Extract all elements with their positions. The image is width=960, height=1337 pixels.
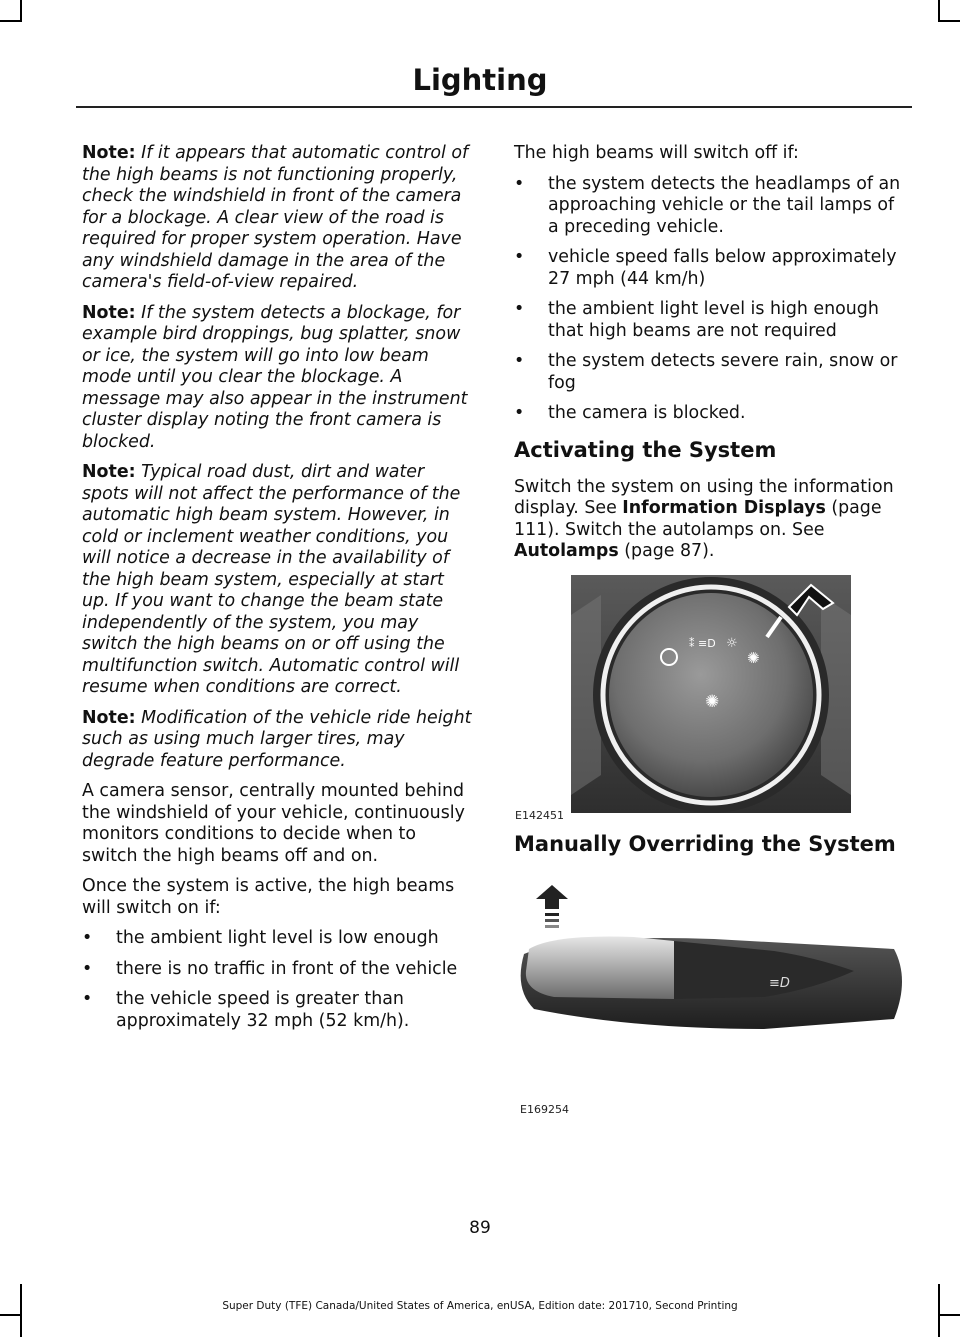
svg-text:☼: ☼	[726, 635, 738, 651]
list-item: • the ambient light level is high enough that high beams are not required	[514, 299, 879, 341]
figure-code: E169254	[520, 1102, 569, 1116]
high-beam-on-list	[82, 928, 476, 1032]
note-2	[82, 303, 476, 454]
high-beam-on-intro: Once the system is active, the high beams will switch on if:	[82, 876, 455, 918]
svg-text:≡D: ≡D	[769, 975, 790, 991]
headlamp-switch-figure	[514, 575, 910, 827]
note-text: If it appears that automatic control of the high beams is not functioning properly, check the windshield in front of the camera for a blockage. A clear view of the road is required for proper system operation. Have any windshield damage in the area of the camera's field-of-view repaired.	[82, 143, 469, 292]
arrow-up-icon	[536, 885, 568, 909]
crop-mark	[0, 1314, 22, 1316]
bullet-icon: •	[514, 299, 525, 319]
list-item: • the ambient light level is low enough	[82, 928, 439, 948]
note-label: Note:	[82, 143, 136, 163]
svg-text:✺: ✺	[747, 648, 760, 667]
activate-paragraph: Switch the system on using the information display. See Information Displays (page 111). Switch the autolamps on. See Autolamps (page 87).	[514, 476, 894, 561]
crop-mark	[0, 20, 22, 22]
crop-mark	[20, 0, 22, 22]
autolamps-link[interactable]: Autolamps	[514, 541, 619, 561]
note-4	[82, 708, 476, 773]
edition-footer: Super Duty (TFE) Canada/United States of America, enUSA, Edition date: 201710, Second Printing	[222, 1300, 738, 1312]
crop-mark	[938, 1314, 960, 1316]
section-heading-manual-override: Manually Overriding the System	[514, 831, 896, 856]
page-number: 89	[469, 1218, 491, 1238]
multifunction-switch-illustration	[514, 879, 910, 1079]
page-title: Lighting	[412, 63, 548, 97]
list-item: • the camera is blocked.	[514, 403, 746, 423]
bullet-icon: •	[514, 403, 525, 423]
note-1	[82, 143, 476, 294]
header-rule	[76, 106, 912, 108]
svg-text:⁑ ≡D: ⁑ ≡D	[689, 636, 716, 650]
note-text: Typical road dust, dirt and water spots will not affect the performance of the automatic high beam system. However, in cold or inclement weather conditions, you will notice a decrease in the availability of the high beam system, especially at start up. If you want to change the beam state independently of the system, you may switch the high beams on or off using the multifunction switch. Automatic control will resume when conditions are correct.	[82, 462, 461, 697]
bullet-icon: •	[514, 247, 525, 267]
note-3	[82, 462, 476, 699]
note-label: Note:	[82, 302, 136, 323]
figure-code: E142451	[515, 808, 564, 822]
bullet-icon: •	[514, 351, 525, 371]
list-item: • the vehicle speed is greater than approximately 32 mph (52 km/h).	[82, 989, 410, 1031]
right-column	[514, 143, 910, 1121]
list-item: • the system detects the headlamps of an approaching vehicle or the tail lamps of a preceding vehicle.	[514, 173, 901, 237]
bullet-icon: •	[82, 958, 93, 979]
note-label: Note:	[82, 462, 136, 482]
section-heading-activating: Activating the System	[514, 437, 777, 462]
multifunction-switch-figure	[514, 871, 910, 1121]
high-beam-off-intro: The high beams will switch off if:	[514, 143, 799, 163]
crop-mark	[938, 20, 960, 22]
list-item: • vehicle speed falls below approximately 27 mph (44 km/h)	[514, 247, 897, 289]
information-displays-link[interactable]: Information Displays	[622, 498, 826, 518]
bullet-icon: •	[82, 928, 93, 948]
crop-mark	[938, 0, 940, 22]
high-beam-off-list	[514, 174, 910, 425]
left-column	[82, 143, 476, 1041]
svg-text:✺: ✺	[705, 691, 720, 712]
bullet-icon: •	[82, 989, 93, 1009]
camera-paragraph: A camera sensor, centrally mounted behind the windshield of your vehicle, continuously monitors conditions to decide when to switch the high beams off and on.	[82, 781, 465, 866]
list-item: • the system detects severe rain, snow or fog	[514, 351, 898, 393]
note-text: Modification of the vehicle ride height such as using much larger tires, may degrade feature performance.	[82, 707, 472, 771]
bullet-icon: •	[514, 173, 525, 194]
note-text: If the system detects a blockage, for example bird droppings, bug splatter, snow or ice, the system will go into low beam mode until you clear the blockage. A message may also appear in the instrument cluster display noting the front camera is blocked.	[82, 302, 468, 452]
list-item: • there is no traffic in front of the vehicle	[82, 958, 458, 979]
note-label: Note:	[82, 707, 136, 728]
headlamp-switch-illustration	[571, 575, 911, 813]
